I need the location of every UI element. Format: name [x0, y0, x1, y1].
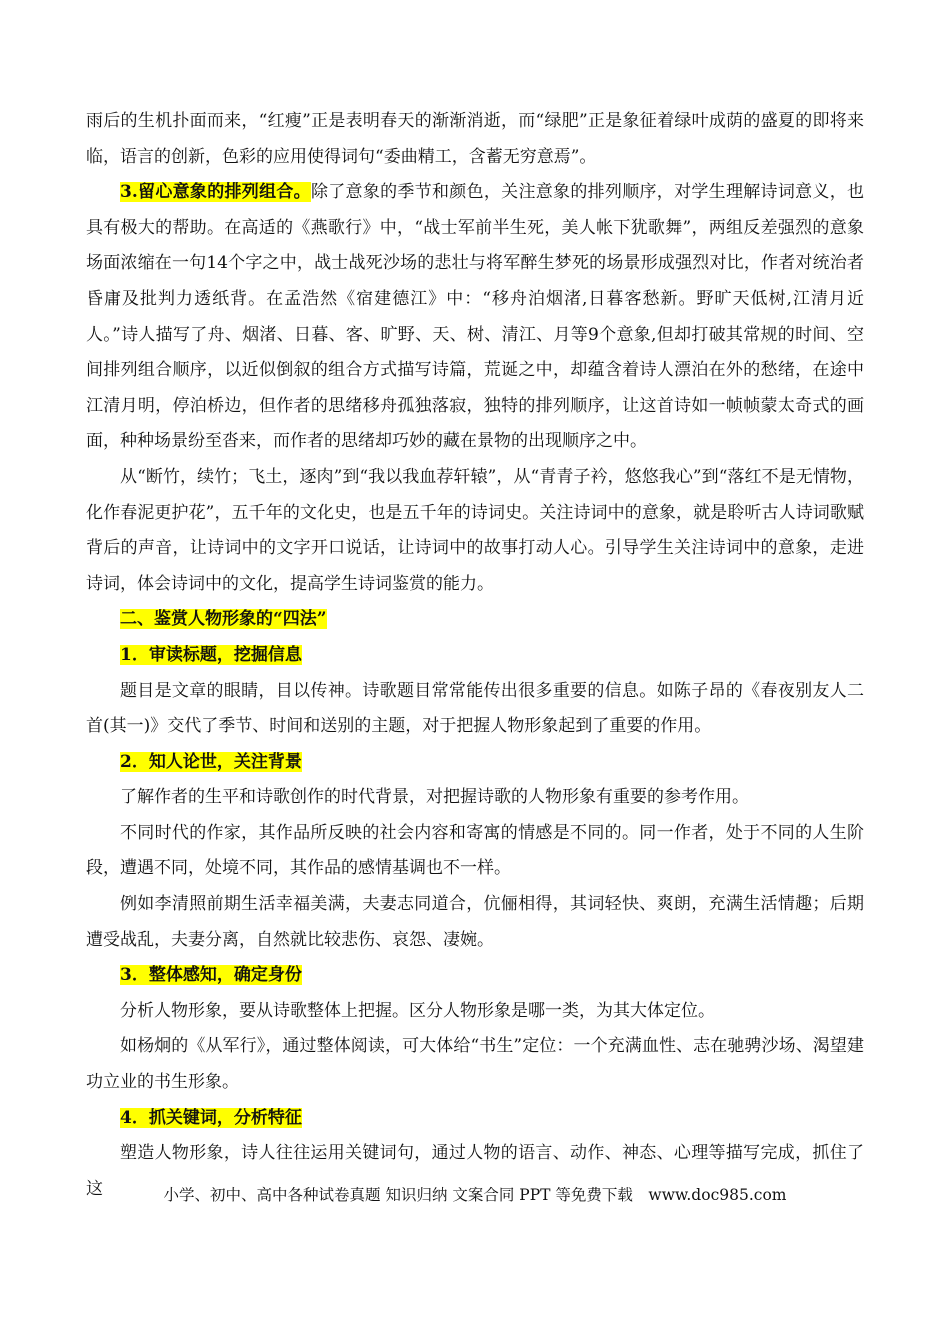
- method-3-paragraph: 如杨炯的《从军行》，通过整体阅读，可大体给“书生”定位：一个充满血性、志在驰骋沙场、渴望建功立业的书生形象。: [86, 1036, 864, 1093]
- paragraph-text: 除了意象的季节和颜色，关注意象的排列顺序，对学生理解诗词意义，也具有极大的帮助。在高适的《燕歌行》中，“战士军前半生死，美人帐下犹歌舞”，两组反差强烈的意象场面浓缩在一句14个字之中，战士战死沙场的悲壮与将军醉生梦死的场景形成强烈对比，作者对统治者昏庸及批判力透纸背。在孟浩然《宿建德江》中：“移舟泊烟渚,日暮客愁新。野旷天低树,江清月近人。”诗人描写了舟、烟渚、日暮、客、旷野、天、树、清江、月等9个意象,但却打破其常规的时间、空间排列组合顺序，以近似倒叙的组合方式描写诗篇，荒诞之中，却蕴含着诗人漂泊在外的愁绪，在途中江清月明，停泊桥边，但作者的思绪移舟孤独落寂，独特的排列顺序，让这首诗如一帧帧蒙太奇式的画面，种种场景纷至沓来，而作者的思绪却巧妙的藏在景物的出现顺序之中。: [86, 182, 865, 452]
- method-3-paragraph: 分析人物形象，要从诗歌整体上把握。区分人物形象是哪一类，为其大体定位。: [120, 1000, 715, 1021]
- paragraph-color-imagery-end: 雨后的生机扑面而来，“红瘦”正是表明春天的渐渐消逝，而“绿肥”正是象征着绿叶成荫的盛夏的即将来临，语言的创新，色彩的应用使得词句“委曲精工，含蓄无穷意焉”。: [86, 111, 864, 167]
- method-1-paragraph: 题目是文章的眼睛，目以传神。诗歌题目常常能传出很多重要的信息。如陈子昂的《春夜别友人二首(其一)》交代了季节、时间和送别的主题，对于把握人物形象起到了重要的作用。: [86, 680, 864, 737]
- section-heading: 二、鉴赏人物形象的“四法”: [120, 609, 327, 630]
- method-2-heading: 2．知人论世，关注背景: [120, 751, 302, 772]
- page-footer: 小学、初中、高中各种试卷真题 知识归纳 文案合同 PPT 等免费下载 www.doc985.com: [163, 1186, 787, 1204]
- method-4-paragraph: 塑造人物形象，诗人往往运用关键词句，通过人物的语言、动作、神态、心理等描写完成，抓住了这: [86, 1143, 864, 1199]
- highlighted-subheading: 3.留心意象的排列组合。: [120, 182, 311, 203]
- method-3-heading: 3．整体感知，确定身份: [120, 965, 302, 986]
- method-4-heading: 4．抓关键词，分析特征: [120, 1107, 302, 1128]
- paragraph-imagery-arrangement: [86, 175, 864, 460]
- document-body: [86, 104, 864, 1207]
- method-2-paragraph: 例如李清照前期生活幸福美满，夫妻志同道合，伉俪相得，其词轻快、爽朗，充满生活情趣；后期遭受战乱，夫妻分离，自然就比较悲伤、哀怨、凄婉。: [86, 894, 864, 950]
- method-2-paragraph: 不同时代的作家，其作品所反映的社会内容和寄寓的情感是不同的。同一作者，处于不同的人生阶段，遭遇不同，处境不同，其作品的感情基调也不一样。: [86, 822, 864, 879]
- method-2-paragraph: 了解作者的生平和诗歌创作的时代背景，对把握诗歌的人物形象有重要的参考作用。: [120, 787, 749, 808]
- method-1-heading: 1．审读标题，挖掘信息: [120, 644, 302, 665]
- paragraph-conclusion: 从“断竹，续竹；飞土，逐肉”到“我以我血荐轩辕”，从“青青子衿，悠悠我心”到“落红不是无情物，化作春泥更护花”，五千年的文化史，也是五千年的诗词史。关注诗词中的意象，就是聆听古人诗词歌赋背后的声音，让诗词中的文字开口说话，让诗词中的故事打动人心。引导学生关注诗词中的意象，走进诗词，体会诗词中的文化，提高学生诗词鉴赏的能力。: [86, 466, 864, 594]
